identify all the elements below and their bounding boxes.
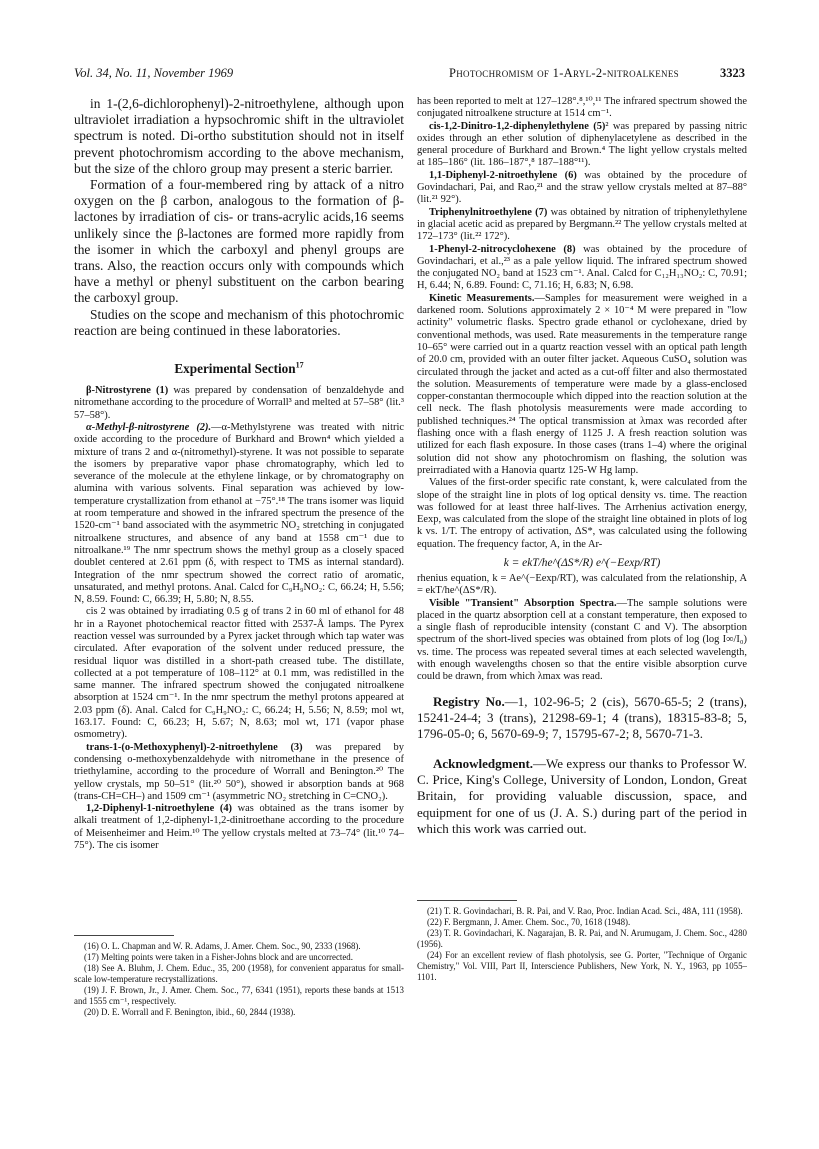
section-title-footnote-ref: 17 [295, 360, 304, 370]
experimental-paragraph [417, 477, 747, 551]
compound-heading: β-Nitrostyrene (1) [86, 385, 169, 397]
registry-numbers [417, 694, 747, 742]
paragraph-text: —The sample solutions were placed in the quartz absorption cell at a constant temperature, then exposed to a single flash of reproducible intensity (constant C and V). The absorption spectrum of the short-lived species was obtained from plots of log (log I∞/I₀) vs. time. The process was repeated several times at each selected wavelength, with enough wavelengths chosen so that the entire visible absorption curve could be drawn, from which λmax was read. [417, 597, 747, 683]
acknowledgment-label: Acknowledgment. [433, 755, 534, 771]
section-title [74, 361, 404, 377]
compound-heading: trans-1-(o-Methoxyphenyl)-2-nitroethylene (3) [86, 741, 303, 753]
paragraph-text: Values of the first-order specific rate constant, k, were calculated from the slope of the straight line in plots of log optical density vs. time. The reaction was followed for at least three half-lives. The Arrhenius activation energy, Eexp, was calculated from the slope of the straight line obtained in plots of log k vs. 1/T. The entropy of activation, ΔS*, was calculated using the following equation. The frequency factor, A, in the Ar- [417, 477, 747, 550]
footnote: (17) Melting points were taken in a Fisher-Johns block and are uncorrected. [84, 952, 353, 962]
paragraph-text: was obtained by the procedure of Govindachari, et al.,²³ as a pale yellow liquid. The infrared spectrum showed the conjugated NO₂ band at 1523 cm⁻¹. Anal. Calcd for C₁₂H₁₃NO₂: C, 70.91; H, 6.44; N, 6.89. Found: C, 71.16; H, 6.83; N, 6.98. [417, 243, 747, 292]
paragraph-text: —Samples for measurement were weighed in a darkened room. Solutions approximately 2 × 10⁻⁴ M were prepared in "low actinity" volumetric flasks. Spectro grade ethanol or cyclohexane, dried by conventional methods, was used. Rate measurements in the temperature range 10–65° were carried out in a quartz reaction vessel with an optical path length of 20.0 cm, provided with an outer filter jacket. Aqueous CuSO₄ solution was circulated through the jacket and acted as a cut-off filter and also thermostated the solution. Measurements of temperature were made by a glass-enclosed copper-constantan thermocouple which dipped into the reaction solution at the cell neck. The flash photolysis measurements were made according to published techniques.²⁴ The optical transmission at λmax was recorded after flashing once with a flash energy of 1125 J. A fresh reaction solution was utilized for each flash exposure. In those cases (trans 1–4) where the original solution did not show any photochromism on flashing, the solution was preirradiated with a Hanovia quartz 125-W Hg lamp. [417, 292, 748, 476]
compound-heading: 1,1-Diphenyl-2-nitroethylene (6) [429, 169, 577, 181]
intro-paragraph: Formation of a four-membered ring by attack of a nitro oxygen on the β carbon, analogous to the formation of β-lactones by irradiation of cis- or trans-acrylic acids,16 seems unlikely since the β-lactones are formed more rapidly from the isomer in which the carboxyl and phenyl groups are trans. Also, the reaction occurs only with compounds which have a methyl or phenyl substituent on the carbon bearing the carboxyl group. [74, 177, 404, 306]
experimental-paragraph [74, 422, 404, 606]
paragraph-text: was prepared by condensation of benzaldehyde and nitromethane according to the procedure of Worrall³ and melted at 57–58° (lit.³ 57–58°). [74, 385, 404, 421]
footnote: (21) T. R. Govindachari, B. R. Pai, and V. Rao, Proc. Indian Acad. Sci., 48A, 111 (1958). [427, 906, 743, 916]
experimental-paragraph [417, 293, 747, 477]
paragraph-text: was prepared by condensing o-methoxybenzaldehyde with nitromethane in the presence of triethylamine, according to the procedure of Worrall and Benington.²⁰ The yellow crystals, mp 50–51° (lit.²⁰ 50°), showed ir absorption bands at 968 (trans-CH=CH–) and 1509 cm⁻¹ (asymmetric NO₂ stretching in C=CNO₂). [74, 741, 404, 802]
page-number: 3323 [720, 66, 745, 80]
acknowledgment-text: —We express our thanks to Professor W. C. Price, King's College, University of London, London, Great Britain, for providing valuable discussion, space, and equipment for one of us (J. A. S.) during part of the period in which this work was carried out. [417, 755, 747, 837]
compound-heading: 1,2-Diphenyl-1-nitroethylene (4) [86, 803, 233, 815]
paragraph-text: —α-Methylstyrene was treated with nitric oxide according to the procedure of Burkhard and Brown⁴ which yielded a mixture of trans 2 and α-(nitromethyl)-styrene. It was not possible to separate the isomers by preparative vapor phase chromatography, which led to severance of the molecule at the ethylene linkage, or by chromatography on alumina with various solvents. Final separation was achieved by low-temperature crystallization from ethanol at −75°.¹⁸ The trans isomer was liquid at room temperature and showed in the infrared spectrum the presence of the 1520-cm⁻¹ band associated with the asymmetric NO₂ stretching in conjugated nitroalkene structures, and absence of any band at 1558 cm⁻¹ due to nitroalkane.¹⁹ The nmr spectrum shows the methyl group as a closely spaced doublet centered at 2.61 ppm (δ, with respect to TMS as internal standard). Integration of the nmr spectrum showed the correct ratio of aromatic, unsaturated, and methyl protons. Anal. Calcd for C₉H₉NO₂: C, 66.24; H, 5.56; N, 8.59. Found: C, 66.39; H, 5.80; N, 8.55. [74, 421, 404, 606]
footnote: (18) See A. Bluhm, J. Chem. Educ., 35, 200 (1958), for convenient apparatus for small-scale low-temperature recrystallizations. [74, 963, 404, 984]
registry-text: —1, 102-96-5; 2 (cis), 5670-65-5; 2 (trans), 15241-24-4; 3 (trans), 21298-69-1; 4 (trans), 18315-83-8; 5, 1796-05-0; 6, 5670-69-9; 7, 15795-67-2; 8, 5670-71-3. [417, 693, 747, 741]
paragraph-text: was obtained by nitration of triphenylethylene in glacial acetic acid as prepared by Bergmann.²² The yellow crystals melted at 172–173° (lit.²² 172°). [417, 206, 747, 243]
experimental-paragraph [417, 170, 747, 207]
paragraph-text: ² was prepared by passing nitric oxides through an ether solution of diphenylacetylene as described in the general procedure of Burkhard and Brown.⁴ The light yellow crystals melted at 185–186° (lit. 186–187°,⁸ 187–188°¹¹). [417, 120, 747, 169]
left-column [74, 96, 404, 852]
entropy-equation: k = ekT/he^(ΔS*/R) e^(−Eexp/RT) [503, 556, 661, 569]
experimental-paragraph [417, 244, 747, 293]
footnote: (16) O. L. Chapman and W. R. Adams, J. Amer. Chem. Soc., 90, 2333 (1968). [84, 941, 361, 951]
acknowledgment [417, 756, 747, 838]
footnote: (20) D. E. Worrall and F. Benington, ibid., 60, 2844 (1938). [84, 1007, 296, 1017]
experimental-paragraph [74, 803, 404, 852]
paragraph-text: has been reported to melt at 127–128°.⁸,¹⁰,¹¹ The infrared spectrum showed the conjugated nitroalkene structure at 1514 cm⁻¹. [417, 96, 747, 120]
right-column [417, 96, 747, 838]
experimental-paragraph [417, 598, 747, 684]
paragraph-text: was obtained by the procedure of Govindachari, Pai, and Rao,²¹ and the straw yellow crystals melted at 87–88° (lit.²¹ 92°). [417, 169, 747, 206]
running-head-volume: Vol. 34, No. 11, November 1969 [74, 66, 234, 80]
paragraph-text: cis 2 was obtained by irradiating 0.5 g of trans 2 in 60 ml of ethanol for 48 hr in a Rayonet photochemical reactor fitted with 2537-Å lamps. The Pyrex reaction vessel was surrounded by a Pyrex jacket through which tap water was circulated. After evaporation of the solvent under reduced pressure, the residual liquor was distilled in a short-path creased tube. The distillate, collected at a pot temperature of 108–112° at 0.1 mm, was redistilled in the same manner. The infrared spectrum showed the conjugated nitroalkene absorption at 1524 cm⁻¹. In the nmr spectrum the methyl protons appeared at 2.03 ppm (δ). Anal. Calcd for C₉H₉NO₂: C, 66.24; H, 5.56; N, 8.59; mol wt, 163.17. Found: C, 66.23; H, 5.67; N, 8.63; mol wt, 171 (vapor phase osmometry). [74, 606, 404, 741]
footnote: (23) T. R. Govindachari, K. Nagarajan, B. R. Pai, and N. Arumugam, J. Chem. Soc., 4280 (1956). [417, 928, 747, 949]
intro-paragraph: Studies on the scope and mechanism of this photochromic reaction are being continued in these laboratories. [74, 306, 404, 338]
section-heading: Kinetic Measurements. [429, 292, 535, 304]
footnote-divider [74, 935, 174, 936]
footnote: (19) J. F. Brown, Jr., J. Amer. Chem. Soc., 77, 6341 (1951), reports these bands at 1513 and 1555 cm⁻¹, respectively. [74, 985, 404, 1006]
experimental-paragraph [74, 385, 404, 422]
section-heading: Visible "Transient" Absorption Spectra. [429, 597, 617, 609]
registry-label: Registry No. [433, 693, 505, 709]
paragraph-text: was obtained as the trans isomer by alkali treatment of 1,2-diphenyl-1,2-dinitroethane according to the procedure of Meisenheimer and Heim.¹⁰ The yellow crystals melted at 73–74° (lit.¹⁰ 74–75°). The cis isomer [74, 803, 404, 852]
experimental-paragraph [417, 96, 747, 121]
experimental-paragraph [417, 207, 747, 244]
section-title-text: Experimental Section [174, 361, 296, 377]
experimental-paragraph [74, 606, 404, 741]
compound-heading: Triphenylnitroethylene (7) [429, 206, 548, 218]
experimental-paragraph [417, 121, 747, 170]
paragraph-text: rhenius equation, k = Ae^(−Eexp/RT), was calculated from the relationship, A = ekT/he^(ΔS*/R). [417, 572, 747, 597]
running-head-title: Photochromism of 1-Aryl-2-nitroalkenes [449, 66, 679, 80]
right-footnotes [417, 906, 747, 983]
compound-heading: 1-Phenyl-2-nitrocyclohexene (8) [429, 243, 576, 255]
footnote-divider [417, 900, 517, 901]
footnote: (24) For an excellent review of flash photolysis, see G. Porter, "Technique of Organic Chemistry," Vol. VIII, Part II, Interscience Publishers, New York, N. Y., 1963, pp 1055–1101. [417, 950, 747, 982]
left-footnotes [74, 941, 404, 1018]
intro-paragraph: in 1-(2,6-dichlorophenyl)-2-nitroethylene, although upon ultraviolet irradiation a hypsochromic shift in the ultraviolet spectrum is noted. Di-ortho substitution should not in itself prevent photochromism according to the above mechanism, but the size of the chloro group may present a steric barrier. [74, 96, 404, 176]
compound-heading: α-Methyl-β-nitrostyrene (2). [86, 421, 212, 433]
experimental-paragraph [74, 742, 404, 803]
footnote: (22) F. Bergmann, J. Amer. Chem. Soc., 70, 1618 (1948). [427, 917, 631, 927]
experimental-paragraph [417, 573, 747, 598]
compound-heading: cis-1,2-Dinitro-1,2-diphenylethylene (5) [429, 120, 606, 132]
